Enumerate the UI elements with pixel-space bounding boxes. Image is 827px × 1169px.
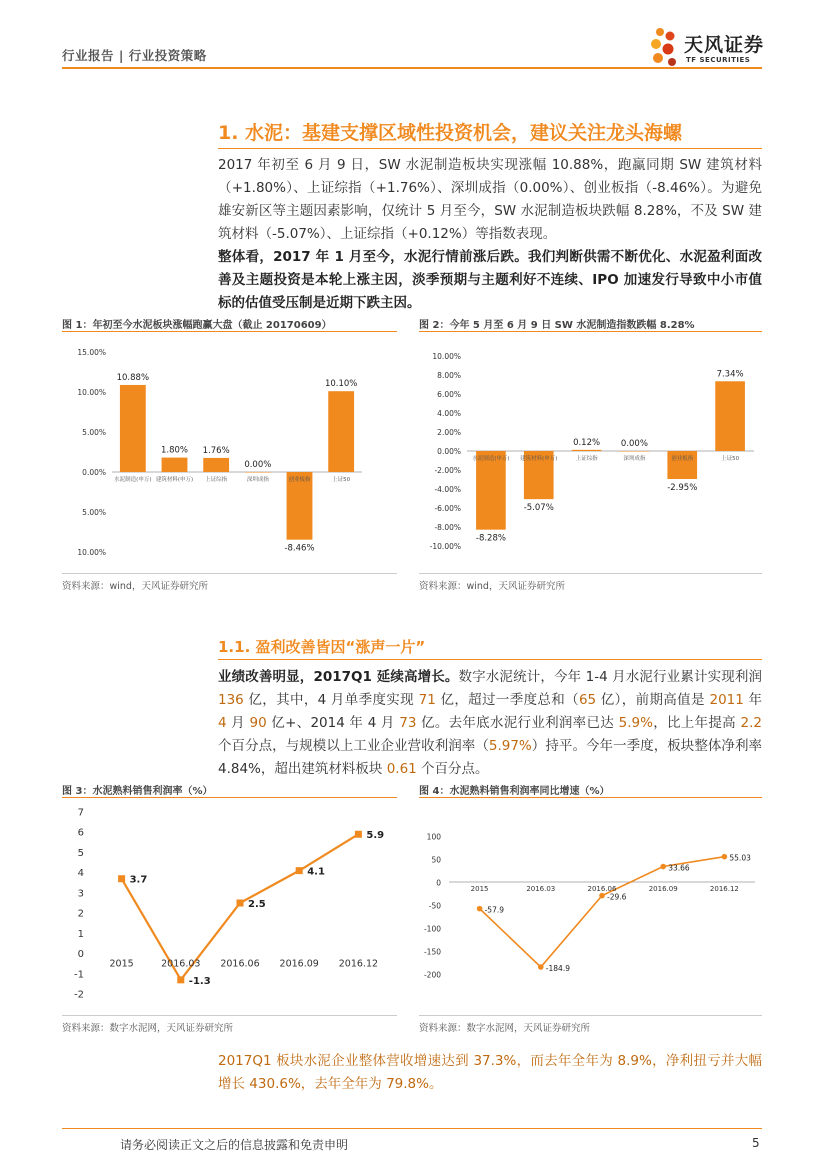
fig1-data-label: 10.10% [324, 379, 358, 390]
fig2-data-label: 7.34% [716, 369, 744, 380]
fig3-data-point [355, 831, 362, 838]
footer-divider [62, 1128, 762, 1129]
fig4-data-point [477, 906, 483, 912]
fig4-source: 资料来源：数字水泥网，天风证券研究所 [419, 1023, 591, 1034]
fig1-data-label: 0.00% [244, 460, 272, 470]
fig4-data-label: 33.66 [668, 863, 690, 873]
fig2-ytick-label: -2.00% [434, 466, 461, 475]
fig2-ytick-label: -8.00% [434, 523, 461, 532]
fig1-category-label: 水泥制造(申万) [114, 477, 152, 483]
fig1-bar [245, 472, 271, 473]
subsection-title: 1.1. 盈利改善皆因“涨声一片” [218, 638, 426, 656]
logo-en: TF SECURITIES [686, 56, 751, 64]
fig4-data-label: -29.6 [607, 892, 627, 902]
fig3-title: 图 3：水泥熟料销售利润率（%） [62, 786, 213, 797]
fig4-data-point [660, 864, 666, 870]
fig3-xtick-label: 2016.12 [338, 958, 379, 970]
report-header: 行业报告 | 行业投资策略 [62, 48, 207, 63]
fig3-xtick-label: 2015 [109, 958, 134, 970]
subsection-divider [218, 659, 762, 660]
fig3-data-point [118, 875, 125, 882]
fig4-ytick-label: 100 [426, 832, 441, 842]
fig1-chart [62, 336, 397, 572]
fig2-data-label: 0.00% [620, 439, 648, 449]
fig3-data-label: 2.5 [248, 899, 266, 910]
fig4-xtick-label: 2016.12 [709, 885, 739, 893]
fig2-bar [715, 381, 745, 451]
fig3-ytick-label: 6 [77, 827, 84, 839]
fig3-ytick-label: 7 [77, 807, 84, 819]
fig2-category-label: 上证综指 [575, 456, 598, 462]
fig2-source-line [419, 573, 762, 574]
fig3-chart [62, 802, 397, 1014]
fig1-category-label: 建筑材料(申万) [155, 477, 194, 483]
page-number: 5 [752, 1136, 760, 1150]
fig4-source-line [419, 1015, 762, 1016]
fig4-data-label: 55.03 [729, 853, 751, 863]
company-logo [648, 22, 768, 72]
fig2-category-label: 建筑材料(申万) [520, 456, 558, 462]
fig3-xtick-label: 2016.06 [220, 958, 260, 970]
fig2-category-label: 上证50 [721, 456, 740, 462]
fig1-title-line [62, 331, 397, 332]
fig4-data-point [538, 964, 544, 970]
fig1-data-label: -8.46% [284, 543, 315, 554]
fig1-ytick-label: 10.00% [77, 548, 106, 557]
fig3-xtick-label: 2016.03 [161, 958, 201, 970]
fig1-ytick-label: 0.00% [82, 468, 106, 477]
fig2-ytick-label: 2.00% [437, 428, 461, 437]
fig4-xtick-label: 2016.06 [587, 885, 617, 893]
fig2-bar [620, 451, 650, 452]
logo-mark-icon [648, 22, 682, 70]
fig2-ytick-label: 0.00% [437, 447, 461, 456]
fig3-ytick-label: 1 [77, 928, 84, 940]
fig3-ytick-label: -1 [74, 969, 84, 981]
fig4-ytick-label: 0 [436, 878, 441, 888]
fig4-data-label: -57.9 [484, 905, 505, 915]
fig2-bar [572, 450, 602, 451]
fig2-ytick-label: 6.00% [437, 390, 461, 399]
section-divider [218, 148, 762, 149]
fig4-data-label: -184.9 [545, 964, 570, 974]
fig1-data-label: 10.88% [116, 372, 150, 383]
fig1-bar [203, 458, 229, 472]
fig1-category-label: 创业板指 [288, 477, 311, 483]
fig1-data-label: 1.76% [202, 445, 230, 456]
fig1-source: 资料来源：wind，天风证券研究所 [62, 581, 208, 592]
fig3-source: 资料来源：数字水泥网，天风证券研究所 [62, 1023, 234, 1034]
fig3-ytick-label: -2 [74, 989, 84, 1001]
fig3-ytick-label: 5 [77, 847, 84, 859]
fig1-ytick-label: 5.00% [82, 428, 106, 437]
paragraph-3: 业绩改善明显，2017Q1 延续高增长。数字水泥统计，今年 1-4 月水泥行业累计实现利润 136 亿，其中，4 月单季度实现 71 亿，超过一季度总和（65 亿），前期高值是 2011 年 4 月 90 亿+、2014 年 4 月 73 亿。去年底水泥行业利润率已达 5.9%，比上年提高 2.2 个百分点，与规模以上工业企业营收利润率（5.97%）持平。今年一季度，板块整体净利率 4.84%，超出建筑材料板块 0.61 个百分点。 [218, 669, 763, 777]
fig4-series-line [480, 857, 725, 967]
fig3-xtick-label: 2016.09 [279, 958, 319, 970]
logo-name: 天风证券 [684, 34, 765, 56]
fig3-ytick-label: 3 [77, 888, 84, 900]
fig2-ytick-label: 8.00% [437, 371, 461, 380]
fig2-data-label: -2.95% [667, 483, 698, 494]
fig3-data-point [296, 867, 303, 874]
fig2-title-line [419, 331, 762, 332]
fig3-data-label: 5.9 [366, 830, 385, 842]
footer-disclaimer: 请务必阅读正文之后的信息披露和免责申明 [120, 1138, 349, 1152]
paragraph-4: 2017Q1 板块水泥企业整体营收增速达到 37.3%，而去年全年为 8.9%，净利扭亏并大幅增长 430.6%，去年全年为 79.8%。 [218, 1053, 763, 1092]
fig1-data-label: 1.80% [160, 445, 189, 456]
fig1-bar [162, 458, 188, 472]
fig2-category-label: 创业板指 [671, 456, 694, 462]
fig4-title: 图 4：水泥熟料销售利润率同比增速（%） [419, 786, 610, 797]
fig4-xtick-label: 2015 [470, 885, 489, 893]
fig3-data-label: 3.7 [129, 874, 148, 886]
fig3-data-label: 4.1 [307, 866, 325, 878]
fig4-ytick-label: -200 [423, 970, 441, 980]
fig1-category-label: 上证50 [332, 477, 351, 483]
fig3-title-line [62, 797, 397, 798]
paragraph-3-lead: 业绩改善明显，2017Q1 延续高增长。 [218, 669, 459, 685]
fig1-category-label: 上证综指 [205, 477, 228, 483]
fig1-ytick-label: 15.00% [77, 348, 106, 357]
fig2-ytick-label: 4.00% [437, 409, 461, 418]
fig2-ytick-label: 10.00% [432, 352, 461, 361]
fig1-source-line [62, 573, 397, 574]
fig2-ytick-label: -10.00% [429, 542, 461, 551]
fig4-data-point [722, 854, 728, 860]
fig2-bar [476, 451, 506, 530]
fig1-ytick-label: 5.00% [82, 508, 106, 517]
fig2-data-label: -8.28% [475, 533, 506, 544]
fig3-data-point [237, 900, 244, 907]
fig4-xtick-label: 2016.09 [648, 885, 678, 893]
fig3-ytick-label: 0 [77, 949, 84, 961]
fig1-ytick-label: 10.00% [77, 388, 106, 397]
fig2-title: 图 2：今年 5 月至 6 月 9 日 SW 水泥制造指数跌幅 8.28% [419, 320, 695, 331]
paragraph-2: 整体看，2017 年 1 月至今，水泥行情前涨后跌。我们判断供需不断优化、水泥盈利面改善及主题投资是本轮上涨主因，淡季预期与主题利好不连续、IPO 加速发行导致中小市值标的估值受压制是近期下跌主因。 [218, 249, 762, 311]
fig2-ytick-label: -6.00% [434, 504, 461, 513]
fig2-chart [419, 336, 762, 572]
fig2-category-label: 深圳成指 [623, 456, 646, 462]
fig4-chart [419, 802, 762, 1014]
fig1-bar [328, 391, 354, 472]
fig1-bar [120, 385, 146, 472]
fig4-ytick-label: 50 [431, 855, 441, 865]
fig3-ytick-label: 2 [77, 908, 84, 920]
fig4-ytick-label: -150 [423, 947, 441, 957]
fig3-source-line [62, 1015, 397, 1016]
fig2-source: 资料来源：wind，天风证券研究所 [419, 581, 565, 592]
fig4-data-point [599, 893, 605, 899]
fig4-ytick-label: -100 [423, 924, 441, 934]
fig2-category-label: 水泥制造(申万) [472, 456, 510, 462]
fig1-title: 图 1：年初至今水泥板块涨幅跑赢大盘（截止 20170609） [62, 320, 332, 331]
fig2-data-label: 0.12% [573, 437, 601, 448]
fig4-ytick-label: -50 [428, 901, 441, 911]
fig2-ytick-label: -4.00% [434, 485, 461, 494]
fig2-data-label: -5.07% [523, 503, 554, 514]
fig4-title-line [419, 797, 762, 798]
fig1-category-label: 深圳成指 [246, 477, 269, 483]
fig3-data-point [177, 976, 184, 983]
fig3-ytick-label: 4 [77, 868, 84, 880]
section-title: 1. 水泥：基建支撑区域性投资机会，建议关注龙头海螺 [218, 122, 683, 144]
fig3-data-label: -1.3 [188, 975, 211, 987]
fig4-xtick-label: 2016.03 [526, 885, 556, 893]
paragraph-1: 2017 年初至 6 月 9 日，SW 水泥制造板块实现涨幅 10.88%，跑赢同期 SW 建筑材料（+1.80%）、上证综指（+1.76%）、深圳成指（0.00%）、创业板指（-8.46%）。为避免雄安新区等主题因素影响，仅统计 5 月至今，SW 水泥制造板块跌幅 8.28%，不及 SW 建筑材料（-5.07%）、上证综指（+0.12%）等指数表现。 [218, 157, 762, 242]
